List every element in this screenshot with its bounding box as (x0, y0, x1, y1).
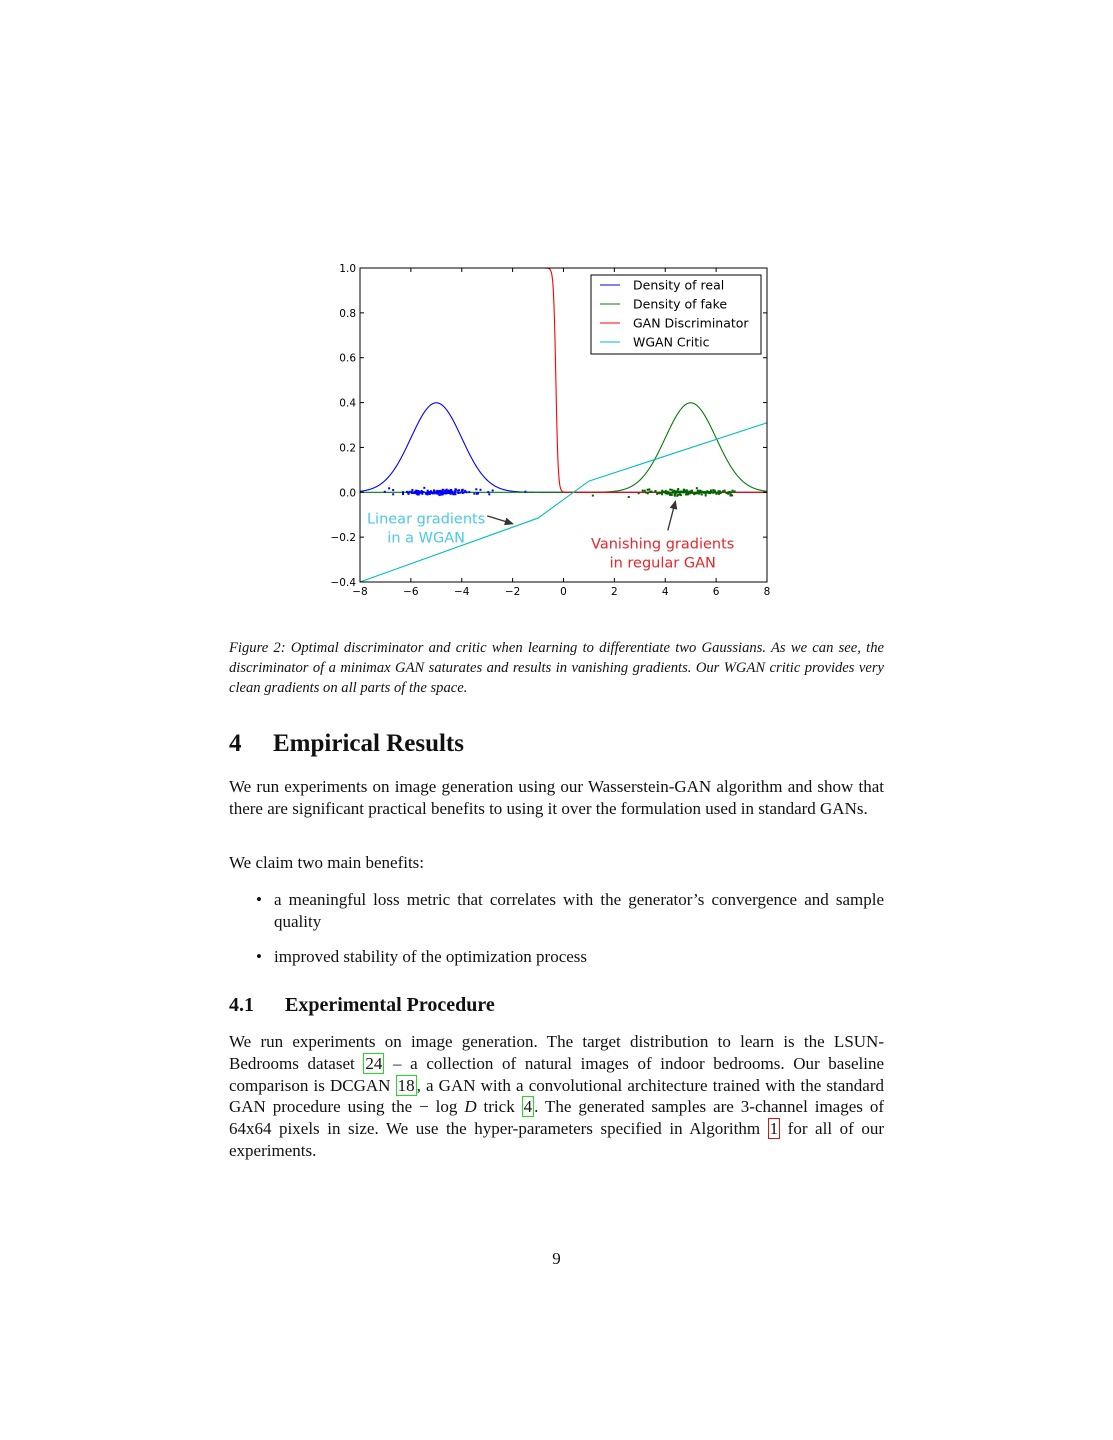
sample-point (477, 492, 479, 494)
sample-point (644, 490, 646, 492)
sample-point (592, 495, 594, 497)
sample-point (718, 490, 720, 492)
x-tick-label: −2 (504, 586, 521, 598)
annotation-text: Linear gradients (366, 511, 486, 528)
sample-point (423, 487, 425, 489)
sample-point (442, 492, 444, 494)
sample-point (689, 491, 691, 493)
sample-point (647, 489, 649, 491)
legend-entry: Density of real (633, 277, 725, 293)
sample-point (691, 490, 693, 492)
sample-point (657, 492, 659, 494)
sample-point (669, 489, 671, 491)
sample-point (473, 493, 475, 495)
sample-point (699, 490, 701, 492)
x-tick-label: 8 (763, 586, 771, 598)
sample-point (628, 496, 630, 498)
intro-paragraph: We run experiments on image generation using our Wasserstein-GAN algorithm and show that there are significant practical benefits to using it over the formulation used in standard GANs. (229, 777, 884, 818)
sample-point (727, 493, 729, 495)
subsection-title: Experimental Procedure (285, 994, 495, 1016)
algorithm-link[interactable]: 1 (769, 1119, 779, 1139)
sample-point (392, 489, 394, 491)
citation-link[interactable]: 4 (523, 1097, 533, 1117)
sample-point (678, 493, 680, 495)
sample-point (731, 494, 733, 496)
sample-point (677, 488, 679, 490)
x-tick-label: 6 (712, 586, 720, 598)
sample-point (683, 489, 685, 491)
series-line-density-of-real (360, 403, 767, 492)
sample-point (645, 491, 647, 493)
sample-point (442, 489, 444, 491)
y-tick-label: 0.6 (339, 352, 356, 365)
bullet-item: • a meaningful loss metric that correlates with the generator’s convergence and sample quality (256, 890, 884, 931)
annotation-arrow (668, 501, 676, 530)
y-tick-label: 1.0 (339, 263, 356, 275)
sample-point (427, 490, 429, 492)
sample-point (411, 489, 413, 491)
sample-point (665, 490, 667, 492)
sample-point (679, 491, 681, 493)
sample-point (427, 493, 429, 495)
subsection-number: 4.1 (229, 994, 254, 1016)
x-tick-label: −8 (352, 586, 368, 598)
sample-point (686, 492, 688, 494)
legend-entry: WGAN Critic (633, 334, 710, 350)
sample-point (421, 491, 423, 493)
x-tick-label: 2 (611, 586, 618, 598)
sample-point (706, 492, 708, 494)
sample-point (468, 491, 470, 493)
sample-point (659, 492, 661, 494)
sample-point (455, 490, 457, 492)
bullet-icon: • (256, 947, 262, 966)
citation-link[interactable]: 18 (397, 1075, 415, 1095)
sample-point (671, 492, 673, 494)
y-tick-label: 0.2 (339, 442, 356, 455)
sample-point (661, 493, 663, 495)
citation-link[interactable]: 24 (365, 1053, 383, 1073)
x-tick-label: 4 (661, 586, 669, 598)
x-tick-label: 0 (560, 586, 567, 598)
sample-point (642, 490, 644, 492)
sample-point (458, 489, 460, 491)
sample-point (729, 491, 731, 493)
claim-paragraph: We claim two main benefits: (229, 853, 425, 872)
sample-point (440, 493, 442, 495)
sample-point (434, 491, 436, 493)
sample-point (416, 493, 418, 495)
sample-point (715, 493, 717, 495)
sample-point (696, 487, 698, 489)
bullet-item: • improved stability of the optimization process (256, 947, 588, 966)
procedure-paragraph: We run experiments on image generation. The target distribution to learn is the LSUN-Bedrooms dataset 24 – a collection of natural images of indoor bedrooms. Our baseline comparison is DCGAN 18 , a GAN with a convolutional architecture trained with the standard GAN procedure using the − log D trick 4 . The generated samples are 3-channel images of 64x64 pixels in size. We use the hyper-parameters specified in Algorithm 1 for all of our experiments. (229, 1032, 884, 1160)
annotation-arrow (487, 516, 512, 524)
sample-point (454, 493, 456, 495)
sample-point (488, 493, 490, 495)
annotation-text: in regular GAN (609, 555, 716, 572)
y-tick-label: 0.8 (339, 307, 356, 320)
sample-point (439, 490, 441, 492)
sample-point (388, 487, 390, 489)
sample-point (475, 488, 477, 490)
sample-point (414, 492, 416, 494)
legend-entry: Density of fake (633, 296, 728, 312)
sample-point (677, 491, 679, 493)
sample-point (667, 491, 669, 493)
sample-point (452, 492, 454, 494)
bullet-icon: • (256, 890, 262, 909)
sample-point (638, 492, 640, 494)
y-tick-label: −0.4 (330, 577, 356, 589)
sample-point (447, 492, 449, 494)
page-number: 9 (552, 1249, 561, 1268)
sample-point (384, 491, 386, 493)
sample-point (714, 491, 716, 493)
subsection-heading (229, 994, 495, 1017)
series-line-density-of-fake (360, 403, 767, 492)
sample-point (459, 492, 461, 494)
sample-point (700, 491, 702, 493)
sample-point (694, 492, 696, 494)
sample-point (708, 491, 710, 493)
sample-point (674, 493, 676, 495)
sample-point (407, 492, 409, 494)
sample-point (647, 492, 649, 494)
sample-point (479, 489, 481, 491)
sample-point (648, 488, 650, 490)
sample-point (392, 493, 394, 495)
sample-point (492, 489, 494, 491)
y-tick-label: −0.2 (330, 532, 356, 545)
sample-point (524, 491, 526, 493)
sample-point (697, 490, 699, 492)
sample-point (724, 490, 726, 492)
sample-point (701, 493, 703, 495)
sample-point (429, 491, 431, 493)
annotation-text: in a WGAN (387, 530, 465, 547)
sample-point (402, 491, 404, 493)
sample-point (651, 491, 653, 493)
section-title: Empirical Results (273, 730, 464, 757)
sample-point (732, 490, 734, 492)
section-number: 4 (229, 730, 242, 757)
sample-point (655, 490, 657, 492)
sample-point (457, 492, 459, 494)
sample-point (666, 493, 668, 495)
sample-point (711, 491, 713, 493)
sample-point (734, 490, 736, 492)
sample-point (661, 490, 663, 492)
section-heading (229, 730, 464, 758)
x-tick-label: −4 (454, 586, 470, 598)
x-tick-label: −6 (403, 586, 419, 598)
figure-2-chart (320, 258, 780, 608)
sample-point (671, 494, 673, 496)
figure-caption: Figure 2: Optimal discriminator and critic when learning to differentiate two Gaussians. As we can see, the discriminator of a minimax GAN saturates and results in vanishing gradients. Our WGAN critic provides very clean gradients on all parts of the space. (229, 640, 884, 696)
sample-point (698, 493, 700, 495)
legend-entry: GAN Discriminator (633, 315, 749, 331)
annotation-text: Vanishing gradients (591, 536, 735, 553)
sample-point (444, 490, 446, 492)
sample-point (683, 491, 685, 493)
sample-point (446, 489, 448, 491)
sample-point (487, 491, 489, 493)
sample-point (437, 493, 439, 495)
sample-point (725, 492, 727, 494)
y-tick-label: 0.0 (339, 487, 356, 500)
sample-point (466, 491, 468, 493)
sample-point (449, 491, 451, 493)
y-tick-label: 0.4 (339, 397, 356, 410)
sample-point (402, 493, 404, 495)
sample-point (705, 495, 707, 497)
sample-point (462, 492, 464, 494)
sample-point (418, 492, 420, 494)
